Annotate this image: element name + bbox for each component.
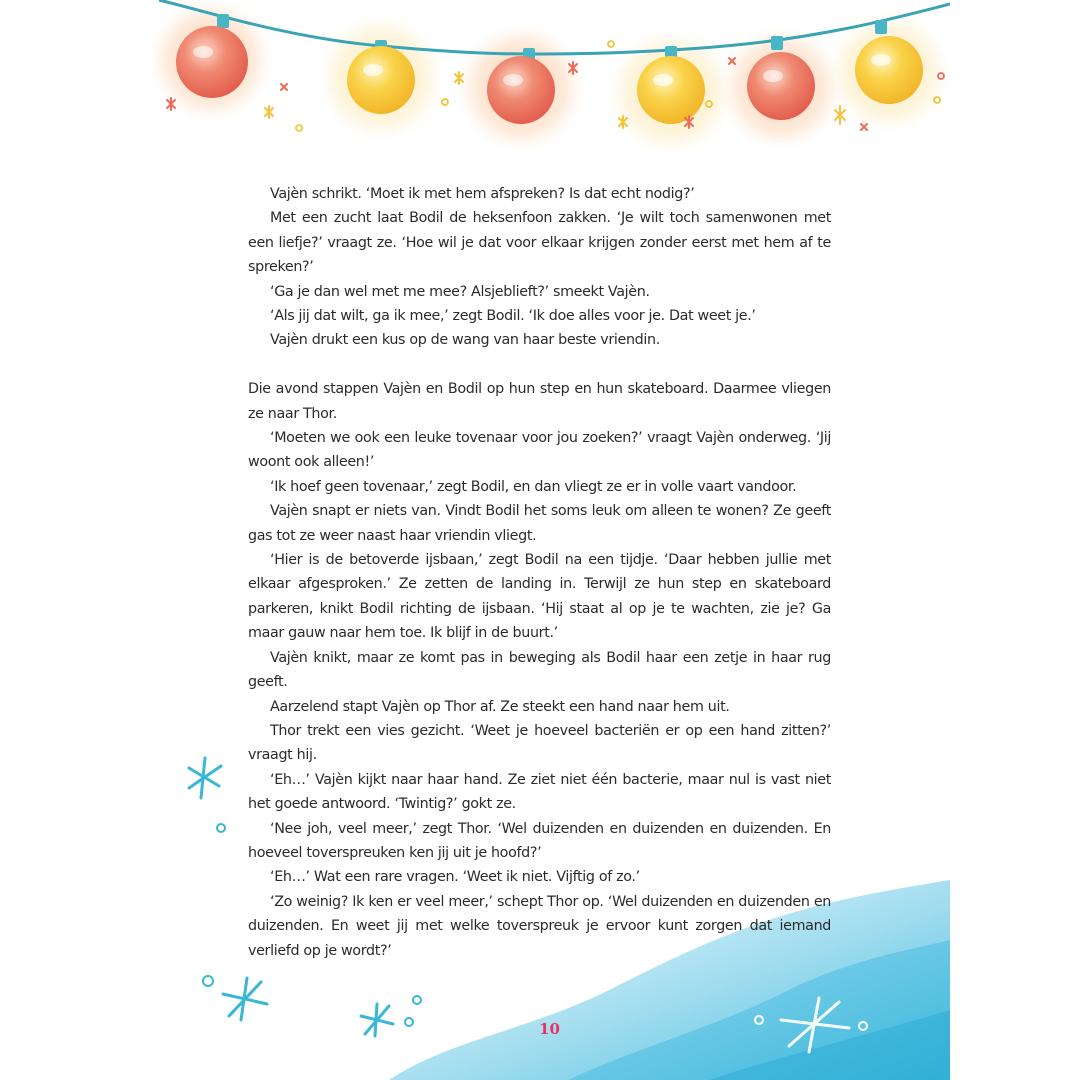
paragraph: Vajèn knikt, maar ze komt pas in beweging als Bodil haar een zetje in haar rug geeft. xyxy=(248,649,831,691)
book-page xyxy=(149,0,950,1080)
page-number: 10 xyxy=(539,1020,560,1038)
paragraph: ‘Ga je dan wel met me mee? Alsjeblieft?’ smeekt Vajèn. xyxy=(270,283,650,300)
paragraph: ‘Eh…’ Wat een rare vragen. ‘Weet ik niet. Vijftig of zo.’ xyxy=(270,869,640,886)
string-lights-illustration xyxy=(149,0,950,160)
sparkle-dot xyxy=(411,994,423,1006)
sparkle-icon xyxy=(185,756,225,800)
paragraph: ‘Moeten we ook een leuke tovenaar voor jou zoeken?’ vraagt Vajèn onderweg. ‘Jij woont ook alleen!’ xyxy=(248,430,831,471)
paragraph: Met een zucht laat Bodil de heksenfoon zakken. ‘Je wilt toch samenwonen met een liefje?’ vraagt ze. ‘Hoe wil je dat voor elkaar krijgen zonder eerst met hem af te spreken?’ xyxy=(248,210,831,276)
paragraph: ‘Zo weinig? Ik ken er veel meer,’ schept Thor op. ‘Wel duizenden en duizenden en duizenden. En weet jij met welke toverspreuk je ervoor kunt zorgen dat iemand verliefd op je wordt?’ xyxy=(248,893,831,959)
paragraph: Vajèn drukt een kus op de wang van haar beste vriendin. xyxy=(270,332,660,349)
paragraph: ‘Hier is de betoverde ijsbaan,’ zegt Bodil na een tijdje. ‘Daar hebben jullie met elkaar afgesproken.’ Ze zetten de landing in. Terwijl ze hun step en skateboard parkeren, knikt Bodil richting de ijsbaan. ‘Hij staat al op je te wachten, zie je? Ga maar gauw naar hem toe. Ik blijf in de buurt.’ xyxy=(248,552,831,642)
sparkle-dot xyxy=(215,822,227,834)
paragraph: Vajèn snapt er niets van. Vindt Bodil het soms leuk om alleen te wonen? Ze geeft gas tot ze weer naast haar vriendin vliegt. xyxy=(248,503,831,544)
paragraph: Die avond stappen Vajèn en Bodil op hun step en hun skateboard. Daarmee vliegen ze naar Thor. xyxy=(248,381,831,422)
paragraph: ‘Ik hoef geen tovenaar,’ zegt Bodil, en dan vliegt ze er in volle vaart vandoor. xyxy=(270,478,797,495)
sparkle-dot xyxy=(201,974,215,988)
paragraph: ‘Eh…’ Vajèn kijkt naar haar hand. Ze ziet niet één bacterie, maar nul is vast niet het goede antwoord. ‘Twintig?’ gokt ze. xyxy=(248,771,831,813)
paragraph: ‘Nee joh, veel meer,’ zegt Thor. ‘Wel duizenden en duizenden en duizenden. En hoeveel toverspreuken ken jij uit je hoofd?’ xyxy=(248,820,831,861)
paragraph: Vajèn schrikt. ‘Moet ik met hem afspreken? Is dat echt nodig?’ xyxy=(270,186,695,202)
story-text xyxy=(248,182,831,963)
paragraph: Aarzelend stapt Vajèn op Thor af. Ze steekt een hand naar hem uit. xyxy=(270,698,730,715)
paragraph: ‘Als jij dat wilt, ga ik mee,’ zegt Bodil. ‘Ik doe alles voor je. Dat weet je.’ xyxy=(270,308,756,325)
paragraph: Thor trekt een vies gezicht. ‘Weet je hoeveel bacteriën er op een hand zitten?’ vraagt hij. xyxy=(248,722,831,764)
sparkle-icon xyxy=(221,976,269,1022)
